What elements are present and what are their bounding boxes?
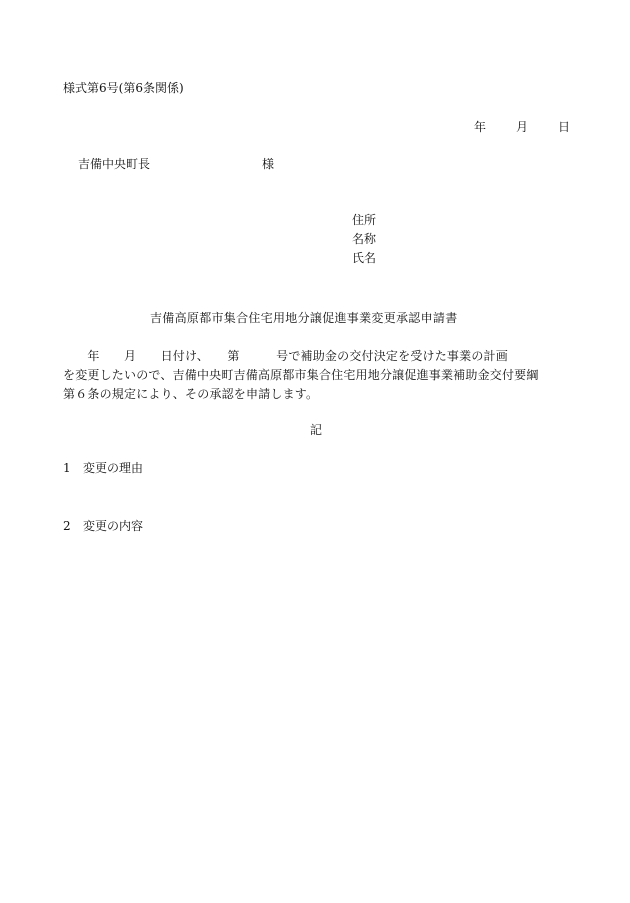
applicant-address-label: 住所 (352, 213, 377, 227)
item-reason-number: 1 (63, 461, 71, 475)
item-reason-label: 変更の理由 (83, 461, 144, 475)
date-day: 日 (558, 120, 571, 134)
applicant-organization-label: 名称 (352, 232, 377, 246)
addressee-honorific: 様 (262, 157, 275, 171)
applicant-block (352, 213, 376, 270)
date-line (474, 120, 570, 134)
item-content-number: 2 (63, 519, 71, 533)
body-line-2: を変更したいので、吉備中央町吉備高原都市集合住宅用地分譲促進事業補助金交付要綱 (63, 368, 539, 382)
body-line-3: 第６条の規定により、その承認を申請します。 (63, 387, 319, 401)
item-reason (63, 461, 143, 475)
form-number: 様式第6号(第6条関係) (63, 81, 184, 95)
applicant-name-label: 氏名 (352, 251, 377, 265)
item-content (63, 519, 143, 533)
body-line-1: 年 月 日付け、 第 号で補助金の交付決定を受けた事業の計画 (63, 349, 508, 363)
addressee-name: 吉備中央町長 (78, 157, 151, 171)
document-title: 吉備高原都市集合住宅用地分譲促進事業変更承認申請書 (150, 311, 458, 325)
ki-heading: 記 (310, 423, 323, 437)
addressee (78, 157, 275, 171)
date-year: 年 (474, 120, 487, 134)
item-content-label: 変更の内容 (83, 519, 144, 533)
body-paragraph (63, 347, 583, 404)
date-month: 月 (516, 120, 529, 134)
